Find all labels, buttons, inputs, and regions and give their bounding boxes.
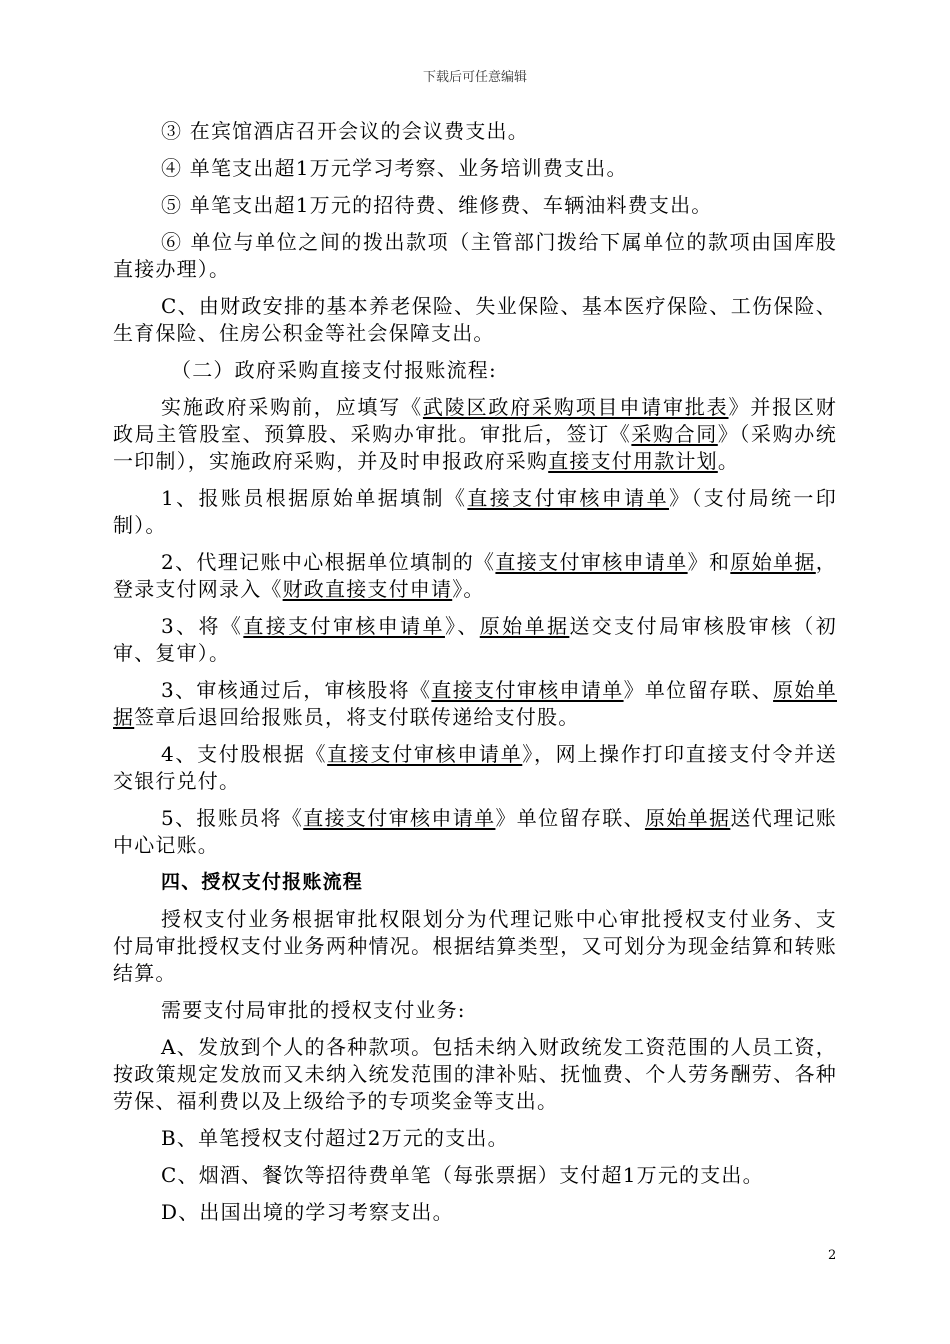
text-segment: 3、审核通过后，审核股将《: [161, 678, 432, 702]
form-link: 直接支付审核申请单: [431, 678, 624, 702]
step-3a: [113, 613, 837, 667]
text-segment: 2、代理记账中心根据单位填制的《: [161, 550, 496, 574]
item-c-hospitality: C、烟酒、餐饮等招待费单笔（每张票据）支付超1万元的支出。: [161, 1163, 764, 1187]
form-link: 直接支付审核申请单: [495, 550, 688, 574]
section-heading-2: （二）政府采购直接支付报账流程:: [171, 358, 497, 382]
text-segment: 4、支付股根据《: [161, 742, 328, 766]
text-segment: 》单位留存联、: [495, 806, 645, 830]
text-segment: 》（采购办统一印制），实施政府采购，并及时申报政府采购: [113, 422, 837, 473]
item-c-social-security: C、由财政安排的基本养老保险、失业保险、基本医疗保险、工伤保险、生育保险、住房公积金等社会保障支出。: [113, 294, 837, 345]
procurement-paragraph: [113, 394, 837, 475]
form-link: 原始单据: [113, 678, 837, 729]
form-link: 直接支付审核申请单: [327, 742, 523, 766]
form-link: 原始单据: [730, 550, 816, 574]
step-1: [113, 485, 837, 539]
item-a-personal-payments: A、发放到个人的各种款项。包括未纳入财政统发工资范围的人员工资，按政策规定发放而又未纳入统发范围的津补贴、抚恤费、个人劳务酬劳、各种劳保、福利费以及上级给予的专项奖金等支出。: [113, 1035, 837, 1113]
authorized-payment-intro: 授权支付业务根据审批权限划分为代理记账中心审批授权支付业务、支付局审批授权支付业务两种情况。根据结算类型，又可划分为现金结算和转账结算。: [113, 907, 837, 985]
text-segment: 3、将《: [161, 614, 244, 638]
text-segment: 1、报账员根据原始单据填制《: [161, 486, 468, 510]
text-segment: 送交支付局审核股审核（初审、复审）。: [113, 614, 837, 665]
page-header: 下载后可任意编辑: [422, 70, 527, 85]
approval-required-heading: 需要支付局审批的授权支付业务:: [161, 998, 466, 1022]
text-segment: 》，网上操作打印直接支付令并送交银行兑付。: [113, 742, 838, 793]
text-segment: 签章后退回给报账员，将支付联传递给支付股。: [134, 705, 580, 729]
list-item-5: ⑤ 单笔支出超1万元的招待费、维修费、车辆油料费支出。: [161, 193, 713, 217]
text-segment: 》、: [444, 614, 480, 638]
text-segment: 》。: [452, 577, 485, 601]
form-link: 原始单据: [479, 614, 570, 638]
text-segment: 》单位留存联、: [623, 678, 774, 702]
item-d-overseas: D、出国出境的学习考察支出。: [161, 1200, 454, 1224]
item-b-over-limit: B、单笔授权支付超过2万元的支出。: [161, 1126, 509, 1150]
text-segment: ，登录支付网录入《: [113, 550, 837, 601]
form-link: 武陵区政府采购项目申请审批表: [422, 395, 729, 419]
text-segment: 》（支付局统一印制）。: [113, 486, 837, 537]
step-5: [113, 805, 837, 859]
form-link: 直接支付审核申请单: [243, 614, 445, 638]
section-heading-4: 四、授权支付报账流程: [161, 871, 364, 893]
text-segment: 送代理记账中心记账。: [113, 806, 837, 857]
text-segment: 》和: [687, 550, 731, 574]
form-link: 财政直接支付申请: [282, 577, 453, 601]
form-link: 采购合同: [631, 422, 718, 446]
text-segment: 。: [717, 449, 740, 473]
step-4: [113, 741, 837, 795]
step-3b: [113, 677, 837, 731]
text-segment: 实施政府采购前，应填写《: [161, 395, 423, 419]
form-link: 直接支付审核申请单: [303, 806, 496, 830]
document-body: [113, 118, 837, 1236]
list-item-4: ④ 单笔支出超1万元学习考察、业务培训费支出。: [161, 156, 628, 180]
text-segment: 5、报账员将《: [161, 806, 304, 830]
form-link: 直接支付用款计划: [548, 449, 718, 473]
text-segment: 》并报区财政局主管股室、预算股、采购办审批。审批后，签订《: [113, 395, 838, 446]
form-link: 原始单据: [644, 806, 731, 830]
form-link: 直接支付审核申请单: [467, 486, 669, 510]
page-number: 2: [828, 1248, 837, 1263]
list-item-3: ③ 在宾馆酒店召开会议的会议费支出。: [161, 119, 529, 143]
step-2: [113, 549, 837, 603]
list-item-6: ⑥ 单位与单位之间的拨出款项（主管部门拨给下属单位的款项由国库股直接办理）。: [113, 230, 837, 281]
